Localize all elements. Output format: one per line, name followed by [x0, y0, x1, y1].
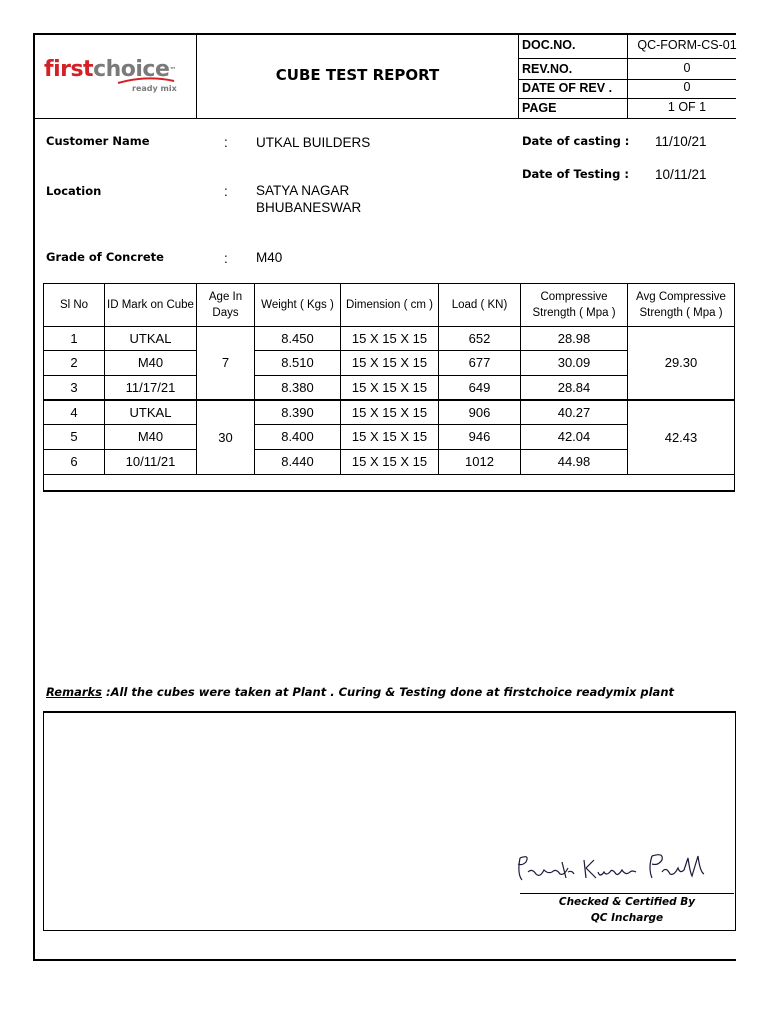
doc-row-line-1: [518, 58, 736, 59]
logo-tm: ™: [169, 66, 176, 74]
table-row-4-dim: 15 X 15 X 15: [351, 404, 428, 420]
grade-colon: :: [224, 251, 228, 266]
location-colon: :: [224, 184, 228, 199]
col-header-avg-line-2: Strength ( Mpa ): [639, 307, 723, 319]
table-row-2-sl: 2: [70, 355, 78, 370]
col-header-avg-line-1: Avg Compressive: [636, 291, 726, 303]
table-row-5-weight: 8.400: [281, 429, 314, 444]
header-divider-doc: [518, 33, 519, 119]
table-row-3-sl: 3: [70, 379, 78, 395]
location-line-1: SATYA NAGAR: [256, 183, 350, 198]
table-row-5-id: M40: [137, 429, 164, 444]
date-of-rev-label: DATE OF REV .: [522, 81, 613, 95]
date-of-casting-value: 11/10/21: [655, 134, 707, 149]
col-header-dimension: Dimension ( cm ): [346, 299, 433, 311]
customer-name-label: Customer Name: [46, 134, 150, 148]
table-row-3-dim: 15 X 15 X 15: [351, 379, 428, 395]
doc-no-value: QC-FORM-CS-01: [637, 38, 737, 52]
table-row-1-sl: 1: [70, 330, 78, 346]
table-row-1-comp: 28.98: [557, 330, 591, 346]
doc-no-label: DOC.NO.: [522, 38, 576, 52]
signature-line: [520, 893, 734, 894]
company-logo: [44, 58, 194, 98]
table-row-4-id: UTKAL: [129, 404, 172, 420]
location-label: Location: [46, 184, 102, 198]
date-of-testing-value: 10/11/21: [655, 167, 707, 182]
remarks-text: :All the cubes were taken at Plant . Curing & Testing done at firstchoice readymix plant: [102, 685, 675, 699]
table-row-1-load: 652: [468, 330, 491, 346]
col-header-weight: Weight ( Kgs ): [261, 299, 334, 311]
frame-bottom-line: [33, 959, 736, 961]
date-of-testing-label: Date of Testing :: [522, 167, 629, 181]
table-row-1-dim: 15 X 15 X 15: [351, 330, 428, 346]
doc-row-line-3: [518, 98, 736, 99]
logo-text-choice: choice: [93, 57, 170, 82]
page-value: 1 OF 1: [667, 100, 707, 114]
customer-name-value: UTKAL BUILDERS: [256, 135, 371, 150]
rev-no-value: 0: [683, 61, 691, 75]
col-header-age-line-1: Age In: [208, 291, 243, 303]
remarks-line: [46, 685, 674, 699]
table-row-2-load: 677: [468, 355, 491, 370]
table-row-6-dim: 15 X 15 X 15: [351, 454, 428, 469]
table-row-5-comp: 42.04: [557, 429, 591, 444]
table-row-3-comp: 28.84: [557, 379, 591, 395]
grade-value: M40: [256, 250, 283, 265]
table-row-2-dim: 15 X 15 X 15: [351, 355, 428, 370]
grade-label: Grade of Concrete: [46, 250, 164, 264]
logo-tagline: ready mix: [132, 84, 177, 93]
group-2-avg-strength: 42.43: [664, 429, 698, 445]
frame-top-line: [33, 33, 736, 35]
table-row-3-id: 11/17/21: [125, 379, 176, 395]
table-row-5-sl: 5: [70, 429, 78, 444]
location-line-2: BHUBANESWAR: [256, 200, 362, 215]
col-header-sl-no: Sl No: [59, 299, 89, 311]
group-1-avg-strength: 29.30: [664, 355, 698, 370]
table-row-1-weight: 8.450: [281, 330, 314, 346]
col-header-compressive: [521, 284, 627, 326]
table-row-6-load: 1012: [465, 454, 494, 469]
table-body-bottom-line: [43, 474, 735, 475]
page-label: PAGE: [522, 101, 557, 115]
table-row-4-load: 906: [468, 404, 491, 420]
col-header-age: [197, 284, 254, 326]
table-bottom-line: [43, 490, 735, 492]
col-header-age-line-2: Days: [212, 307, 239, 319]
remarks-label: Remarks: [46, 685, 102, 699]
date-of-casting-label: Date of casting :: [522, 134, 630, 148]
table-row-5-dim: 15 X 15 X 15: [351, 429, 428, 444]
rev-no-label: REV.NO.: [522, 62, 573, 76]
signature-icon: [512, 848, 712, 888]
col-header-id-mark: ID Mark on Cube: [107, 299, 194, 311]
table-row-3-load: 649: [468, 379, 491, 395]
customer-colon: :: [224, 135, 228, 150]
table-row-2-weight: 8.510: [281, 355, 314, 370]
col-header-avg-compressive: [628, 284, 734, 326]
table-row-6-id: 10/11/21: [125, 454, 176, 469]
group-2-age: 30: [218, 429, 233, 445]
table-row-2-id: M40: [137, 355, 164, 370]
table-row-6-comp: 44.98: [557, 454, 591, 469]
table-right-line: [734, 283, 735, 491]
date-of-rev-value: 0: [683, 80, 691, 94]
frame-left-line: [33, 33, 35, 961]
group-1-age: 7: [221, 355, 230, 370]
table-row-3-weight: 8.380: [281, 379, 314, 395]
table-row-6-weight: 8.440: [281, 454, 314, 469]
table-row-5-load: 946: [468, 429, 491, 444]
checked-certified-by: Checked & Certified By: [558, 896, 696, 908]
table-row-1-id: UTKAL: [129, 330, 172, 346]
table-row-4-comp: 40.27: [557, 404, 591, 420]
table-row-4-sl: 4: [70, 404, 78, 420]
logo-text-first: first: [44, 57, 94, 82]
col-header-compressive-line-1: Compressive: [540, 291, 608, 303]
table-row-4-weight: 8.390: [281, 404, 314, 420]
col-header-load: Load ( KN): [451, 299, 508, 311]
table-row-6-sl: 6: [70, 454, 78, 469]
report-title: CUBE TEST REPORT: [275, 66, 440, 84]
qc-incharge: QC Incharge: [590, 912, 664, 924]
table-row-2-comp: 30.09: [557, 355, 591, 370]
col-header-compressive-line-2: Strength ( Mpa ): [532, 307, 616, 319]
header-bottom-line: [33, 118, 736, 119]
